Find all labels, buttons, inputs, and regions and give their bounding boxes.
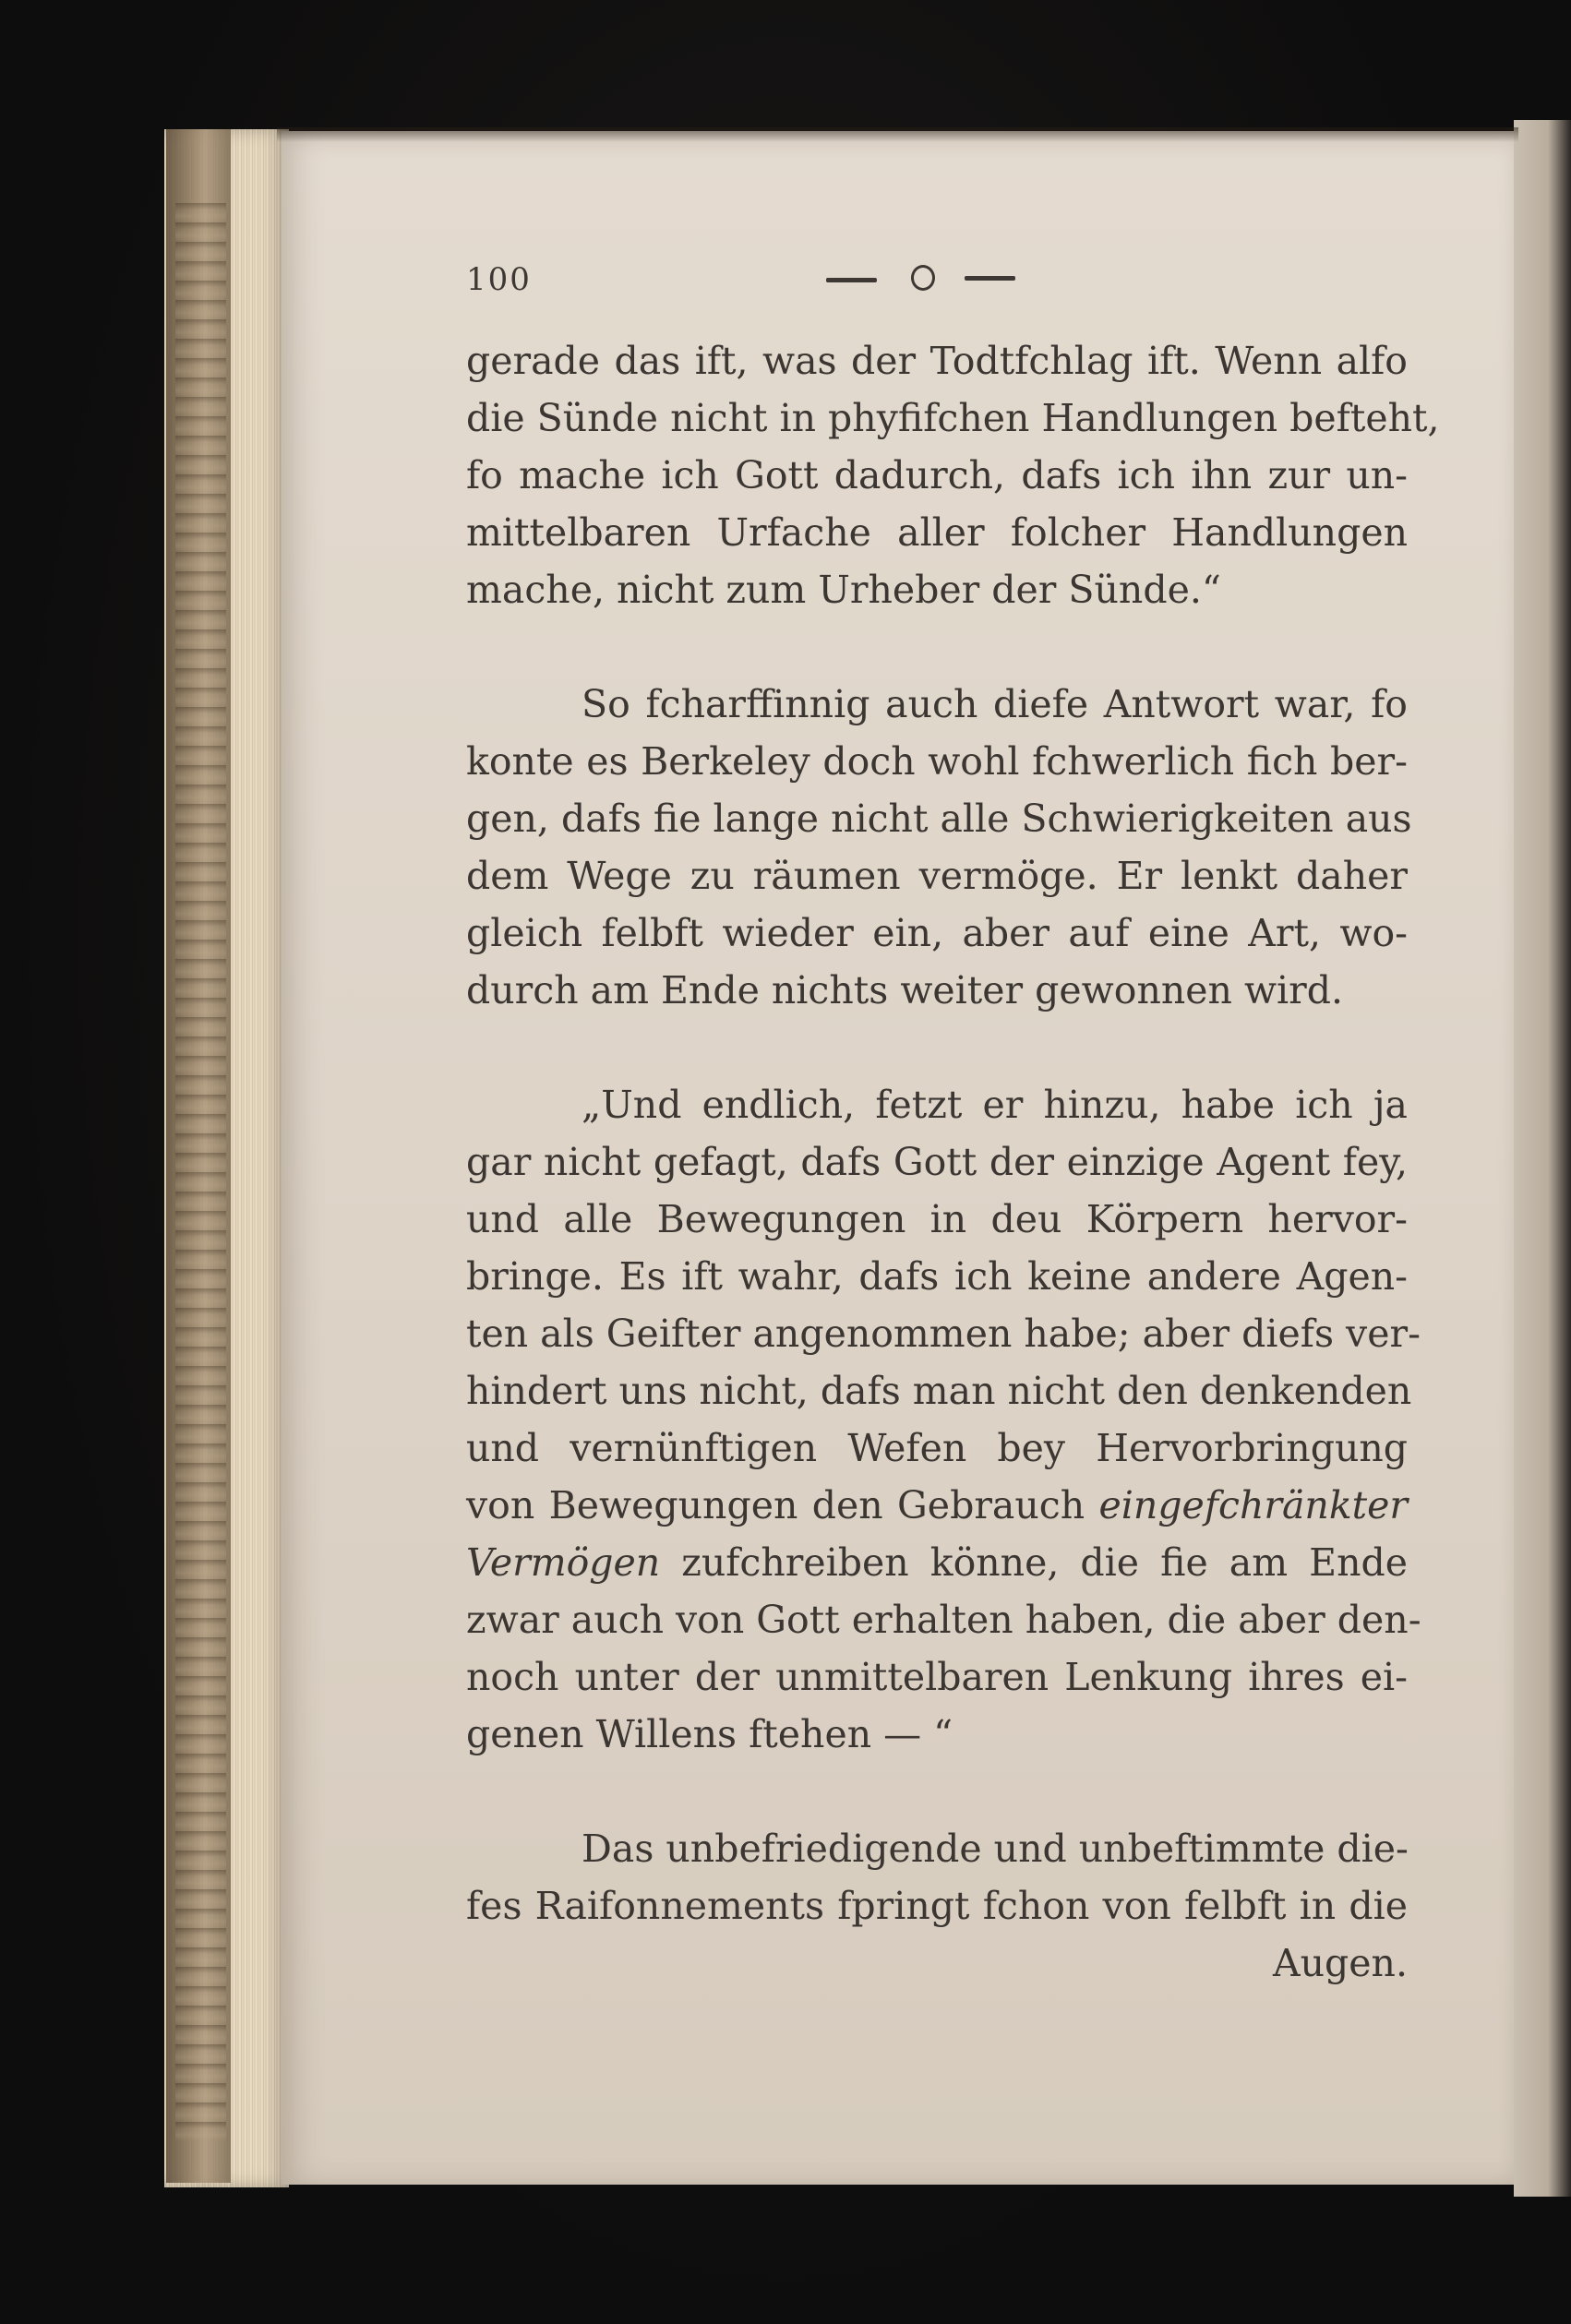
ornament-dash-left: [826, 278, 877, 282]
paragraph-spacer: [466, 1019, 1408, 1076]
ornament-dash-right: [965, 276, 1015, 281]
text-line: noch unter der unmittelbaren Lenkung ihres ei-: [466, 1655, 1408, 1699]
text-line: gar nicht gefagt, dafs Gott der einzige Agent fey,: [466, 1140, 1408, 1184]
page-header: [466, 261, 1048, 307]
text-line: konte es Berkeley doch wohl fchwerlich fich ber-: [466, 739, 1408, 784]
text-line: mache, nicht zum Urheber der Sünde.“: [466, 568, 1221, 612]
facing-page-edge: [1514, 120, 1571, 2197]
page-body-text: [466, 332, 1440, 1992]
text-line: mittelbaren Urfache aller folcher Handlungen: [466, 510, 1408, 555]
text-line: [466, 1534, 1408, 1591]
paragraph-2: [466, 676, 1412, 1019]
text-line: Das unbefriedigende und unbeftimmte die-: [582, 1827, 1409, 1871]
paragraph-spacer: [466, 1763, 1408, 1820]
text-line: fes Raifonnements fpringt fchon von felbft in die: [466, 1884, 1408, 1928]
text-run: von Bewegungen den Gebrauch: [466, 1483, 1099, 1527]
page-number: 100: [466, 261, 532, 298]
italic-text-run: eingefchränkter: [1098, 1483, 1408, 1527]
paragraph-3: [466, 1076, 1421, 1763]
text-line: gleich felbft wieder ein, aber auf eine Art, wo-: [466, 911, 1408, 955]
text-line: und vernünftigen Wefen bey Hervorbringung: [466, 1426, 1408, 1470]
text-line: genen Willens ftehen — “: [466, 1712, 953, 1756]
text-line: So fcharffinnig auch diefe Antwort war, fo: [582, 682, 1408, 726]
text-line: „Und endlich, fetzt er hinzu, habe ich ja: [582, 1083, 1408, 1127]
paragraph-4: [466, 1820, 1408, 1935]
paragraph-1: [466, 332, 1440, 618]
text-line: dem Wege zu räumen vermöge. Er lenkt daher: [466, 854, 1408, 898]
text-line: und alle Bewegungen in deu Körpern hervor-: [466, 1197, 1408, 1241]
paragraph-spacer: [466, 618, 1408, 676]
text-line: die Sünde nicht in phyfifchen Handlungen befteht,: [466, 396, 1440, 440]
text-line: zwar auch von Gott erhalten haben, die aber den-: [466, 1598, 1421, 1642]
text-line: bringe. Es ift wahr, dafs ich keine andere Agen-: [466, 1254, 1408, 1299]
text-line: ten als Geifter angenommen habe; aber diefs ver-: [466, 1312, 1421, 1356]
text-line: [466, 1477, 1408, 1534]
ornament-circle: [911, 265, 935, 291]
text-line: hindert uns nicht, dafs man nicht den denkenden: [466, 1369, 1412, 1413]
text-run: zufchreiben könne, die fie am Ende: [660, 1540, 1408, 1585]
binding-texture: [175, 203, 226, 2141]
italic-text-run: Vermögen: [466, 1540, 661, 1585]
header-ornament: [826, 265, 1048, 293]
text-line: fo mache ich Gott dadurch, dafs ich ihn zur un-: [466, 453, 1408, 497]
page-top-shadow: [277, 127, 1518, 142]
catchword: Augen.: [1273, 1941, 1408, 1985]
text-line: durch am Ende nichts weiter gewonnen wird.: [466, 968, 1344, 1012]
text-line: gen, dafs fie lange nicht alle Schwierigkeiten aus: [466, 797, 1412, 841]
text-line: gerade das ift, was der Todtfchlag ift. Wenn alfo: [466, 339, 1408, 383]
